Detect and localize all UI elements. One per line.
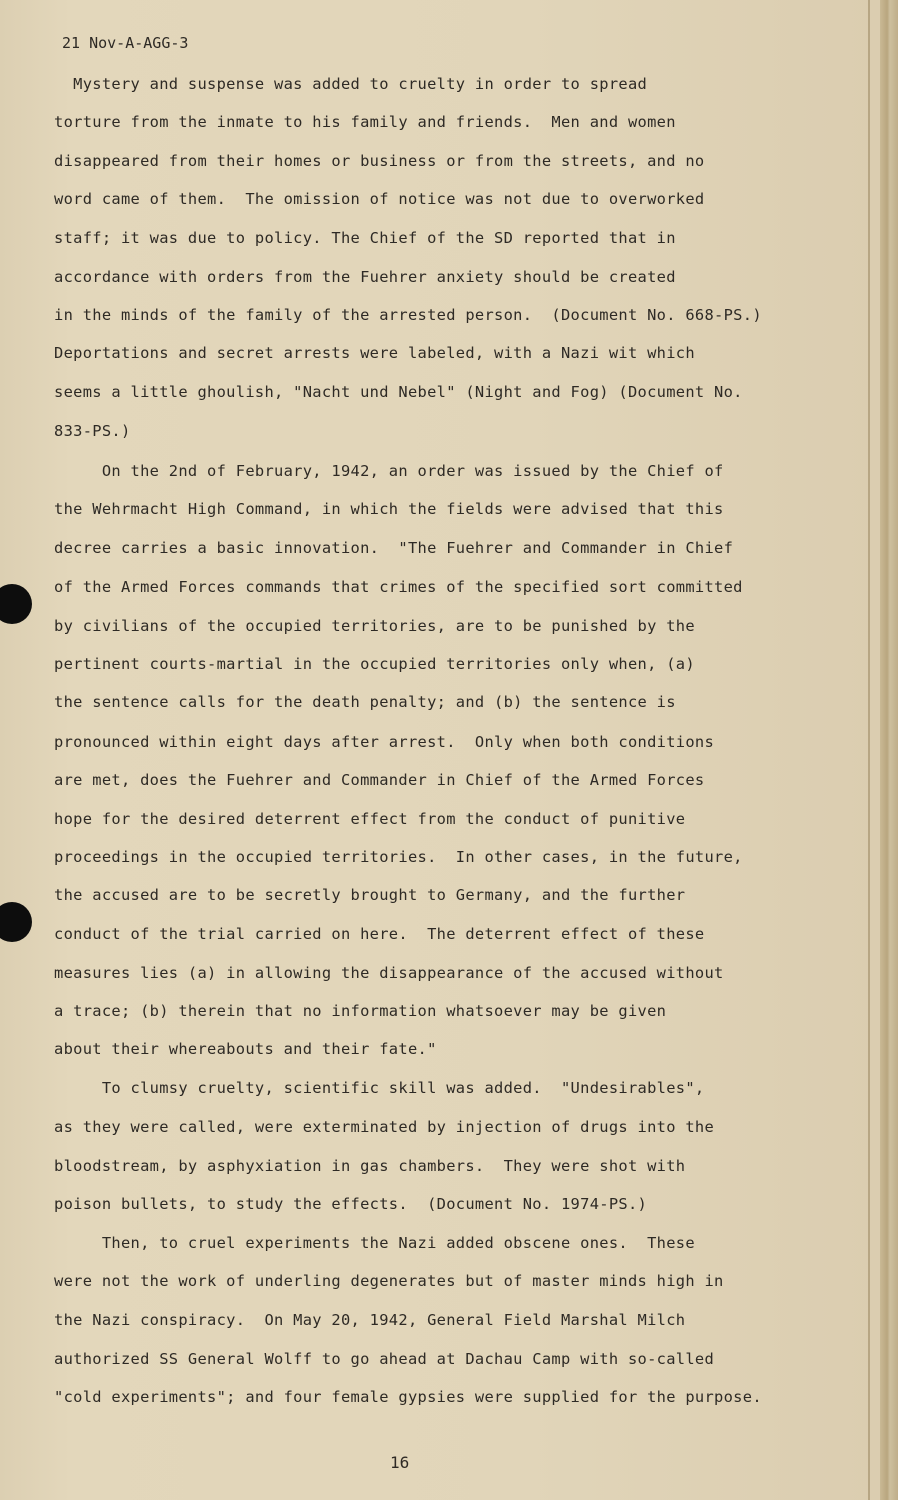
text-line: about their whereabouts and their fate." bbox=[54, 1040, 437, 1058]
document-header-id: 21 Nov-A-AGG-3 bbox=[62, 34, 189, 52]
text-line: word came of them. The omission of notice was not due to overworked bbox=[54, 190, 705, 208]
text-line: were not the work of underling degenerates but of master minds high in bbox=[54, 1272, 724, 1290]
text-line: bloodstream, by asphyxiation in gas chambers. They were shot with bbox=[54, 1157, 686, 1175]
text-line: pertinent courts-martial in the occupied territories only when, (a) bbox=[54, 655, 695, 673]
text-line: On the 2nd of February, 1942, an order was issued by the Chief of bbox=[54, 462, 724, 480]
text-line: 833-PS.) bbox=[54, 422, 131, 440]
text-line: a trace; (b) therein that no information whatsoever may be given bbox=[54, 1002, 667, 1020]
text-line: the Wehrmacht High Command, in which the fields were advised that this bbox=[54, 500, 724, 518]
text-line: are met, does the Fuehrer and Commander in Chief of the Armed Forces bbox=[54, 771, 705, 789]
punch-hole-top bbox=[0, 584, 32, 624]
text-line: measures lies (a) in allowing the disappearance of the accused without bbox=[54, 964, 724, 982]
page-edge-line bbox=[868, 0, 870, 1500]
page-number: 16 bbox=[390, 1453, 410, 1472]
text-line: conduct of the trial carried on here. The deterrent effect of these bbox=[54, 925, 705, 943]
text-line: "cold experiments"; and four female gypsies were supplied for the purpose. bbox=[54, 1388, 762, 1406]
text-line: disappeared from their homes or business or from the streets, and no bbox=[54, 152, 705, 170]
text-line: Mystery and suspense was added to cruelty in order to spread bbox=[54, 75, 648, 93]
text-line: Deportations and secret arrests were labeled, with a Nazi wit which bbox=[54, 344, 695, 362]
text-line: poison bullets, to study the effects. (Document No. 1974-PS.) bbox=[54, 1195, 648, 1213]
text-line: authorized SS General Wolff to go ahead at Dachau Camp with so-called bbox=[54, 1350, 715, 1368]
text-line: as they were called, were exterminated by injection of drugs into the bbox=[54, 1118, 715, 1136]
text-line: hope for the desired deterrent effect from the conduct of punitive bbox=[54, 810, 686, 828]
text-line: the sentence calls for the death penalty; and (b) the sentence is bbox=[54, 693, 676, 711]
text-line: Then, to cruel experiments the Nazi added obscene ones. These bbox=[54, 1234, 695, 1252]
text-line: the accused are to be secretly brought to Germany, and the further bbox=[54, 886, 686, 904]
text-line: the Nazi conspiracy. On May 20, 1942, General Field Marshal Milch bbox=[54, 1311, 686, 1329]
text-line: accordance with orders from the Fuehrer anxiety should be created bbox=[54, 268, 676, 286]
text-line: To clumsy cruelty, scientific skill was added. "Undesirables", bbox=[54, 1079, 705, 1097]
text-line: decree carries a basic innovation. "The Fuehrer and Commander in Chief bbox=[54, 539, 734, 557]
text-line: seems a little ghoulish, "Nacht und Nebel" (Night and Fog) (Document No. bbox=[54, 383, 743, 401]
text-line: by civilians of the occupied territories, are to be punished by the bbox=[54, 617, 695, 635]
text-line: pronounced within eight days after arrest. Only when both conditions bbox=[54, 733, 715, 751]
text-line: torture from the inmate to his family and friends. Men and women bbox=[54, 113, 676, 131]
page-edge-shadow bbox=[880, 0, 898, 1500]
text-line: of the Armed Forces commands that crimes of the specified sort committed bbox=[54, 578, 743, 596]
text-line: in the minds of the family of the arrested person. (Document No. 668-PS.) bbox=[54, 306, 762, 324]
punch-hole-bottom bbox=[0, 902, 32, 942]
text-line: proceedings in the occupied territories. In other cases, in the future, bbox=[54, 848, 743, 866]
text-line: staff; it was due to policy. The Chief of the SD reported that in bbox=[54, 229, 676, 247]
